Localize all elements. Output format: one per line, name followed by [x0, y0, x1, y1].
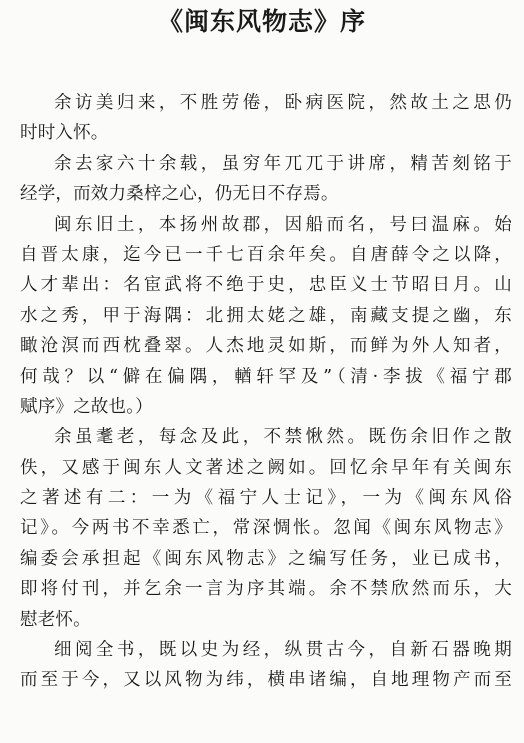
text-line: 余访美归来，不胜劳倦，卧病医院，然故土之思仍: [54, 93, 512, 113]
text-line: 瞰沧溟而西枕叠翠。人杰地灵如斯，而鲜为外人知者，: [20, 336, 512, 357]
text-line: 赋序》之故也。）: [20, 396, 153, 417]
text-line: 记》。今两书不幸悉亡，常深惆怅。忽闻《闽东风物志》: [20, 518, 512, 539]
text-line: 而至于今，又以风物为纬，横串诸编，自地理物产而至: [20, 670, 512, 691]
text-line: 水之秀，甲于海隅：北拥太姥之雄，南藏支提之幽，东: [20, 305, 512, 326]
text-line: 经学，而效力桑梓之心，仍无日不存焉。: [20, 184, 339, 205]
text-line: 佚，又感于闽东人文著述之阙如。回忆余早年有关闽东: [20, 457, 512, 478]
preface-body: [20, 88, 512, 696]
text-line: 自晋太康，迄今已一千七百余年矣。自唐薛令之以降，: [20, 244, 512, 265]
text-line: 何哉？以“僻在偏隅，輶轩罕及”（清·李拔《福宁郡: [20, 366, 512, 387]
document-title: 《闽东风物志》序: [157, 7, 366, 36]
text-line: 人才辈出：名宦武将不绝于史，忠臣义士节昭日月。山: [20, 275, 512, 296]
text-line: 余虽耄老，每念及此，不禁愀然。既伤余旧作之散: [54, 427, 512, 448]
text-line: 之著述有二：一为《福宁人士记》，一为《闽东风俗: [20, 488, 512, 509]
text-line: 闽东旧土，本扬州故郡，因船而名，号曰温麻。始: [54, 214, 512, 235]
text-line: 编委会承担起《闽东风物志》之编写任务，业已成书，: [20, 548, 512, 569]
text-line: 慰老怀。: [20, 609, 91, 630]
text-line: 即将付刊，并乞余一言为序其端。余不禁欣然而乐，大: [20, 579, 512, 600]
text-line: 余去家六十余载，虽穷年兀兀于讲席，精苦刻铭于: [54, 153, 512, 174]
text-line: 细阅全书，既以史为经，纵贯古今，自新石器晚期: [54, 640, 512, 661]
text-line: 时时入怀。: [20, 123, 109, 144]
